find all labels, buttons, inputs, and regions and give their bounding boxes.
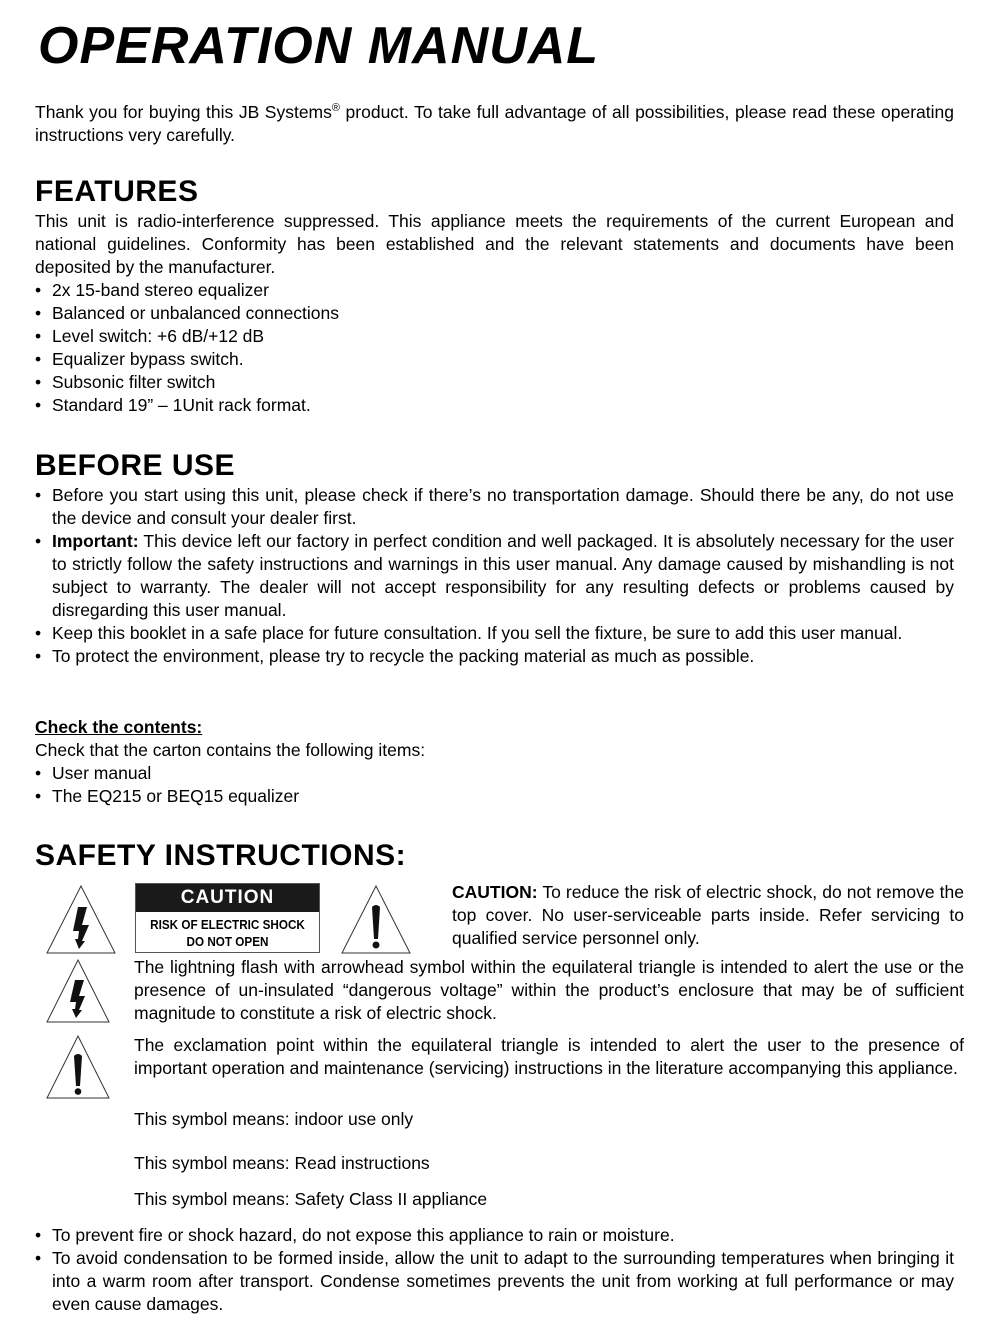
bullet-icon: •: [35, 280, 42, 300]
list-item-text: Standard 19” – 1Unit rack format.: [52, 395, 311, 415]
features-heading: FEATURES: [35, 175, 199, 208]
list-item: [35, 371, 954, 394]
caution-text: To reduce the risk of electric shock, do not remove the top cover. No user-serviceable parts inside. Refer servicing to qualified service personnel only.: [452, 882, 964, 948]
registered-mark: ®: [331, 102, 340, 115]
list-item: [35, 394, 954, 417]
list-item-text: To avoid condensation to be formed inside, allow the unit to adapt to the surrounding temperatures when bringing it into a warm room after transport. Condense sometimes prevents the unit from working at full performance or may even cause damages.: [52, 1248, 954, 1314]
list-item: [35, 484, 954, 530]
features-paragraph: This unit is radio-interference suppressed. This appliance meets the requirements of the current European and national guidelines. Conformity has been established and the relevant statements and documents have been deposited by the manufacturer.: [35, 211, 954, 277]
bullet-icon: •: [35, 303, 42, 323]
safety-heading: SAFETY INSTRUCTIONS:: [35, 839, 407, 872]
lightning-warning-icon: [45, 883, 117, 955]
bullet-icon: •: [35, 531, 42, 551]
list-item: [35, 645, 954, 668]
before-use-section: [35, 448, 954, 668]
lightning-description: The lightning flash with arrowhead symbol within the equilateral triangle is intended to alert the use or the presence of un-insulated “dangerous voltage” within the product’s enclosure that may be of sufficient magnitude to constitute a risk of electric shock.: [134, 957, 964, 1023]
list-item-text: Keep this booklet in a safe place for future consultation. If you sell the fixture, be sure to add this user manual.: [52, 623, 903, 643]
caution-label-bold: CAUTION:: [452, 882, 538, 902]
list-item: [35, 1247, 954, 1316]
features-section: [35, 174, 954, 417]
intro-text: Thank you for buying this JB Systems: [35, 102, 332, 122]
list-item: [35, 622, 954, 645]
page-title: OPERATION MANUAL: [38, 17, 600, 75]
bullet-icon: •: [35, 1225, 42, 1245]
safety-list-section: [35, 1224, 954, 1316]
bullet-icon: •: [35, 646, 42, 666]
before-use-heading: BEFORE USE: [35, 449, 236, 482]
exclamation-description: The exclamation point within the equilateral triangle is intended to alert the user to the presence of important operation and maintenance (servicing) instructions in the literature accompanying this appliance.: [134, 1035, 964, 1078]
list-item: [35, 279, 954, 302]
safety-list: [35, 1224, 954, 1316]
bullet-icon: •: [35, 623, 42, 643]
list-item-text: Balanced or unbalanced connections: [52, 303, 340, 323]
before-use-list: [35, 484, 954, 668]
bullet-icon: •: [35, 349, 42, 369]
bullet-icon: •: [35, 395, 42, 415]
caution-label-title: CAUTION: [136, 884, 319, 912]
caution-label-line1: RISK OF ELECTRIC SHOCK: [150, 917, 305, 932]
contents-heading: Check the contents:: [35, 717, 203, 737]
intro-text-cont: product. To take full advantage of all possibilities, please read these operating instructions very carefully.: [35, 102, 954, 145]
list-item: [35, 302, 954, 325]
list-item-text: User manual: [52, 763, 152, 783]
contents-list: [35, 762, 954, 808]
bullet-icon: •: [35, 1248, 42, 1268]
list-item-text: The EQ215 or BEQ15 equalizer: [52, 786, 300, 806]
lightning-warning-icon: [45, 958, 111, 1024]
list-item: [35, 762, 954, 785]
exclamation-warning-icon: [340, 883, 412, 955]
bullet-icon: •: [35, 372, 42, 392]
intro-paragraph: [35, 101, 954, 147]
list-item-text: Before you start using this unit, please check if there’s no transportation damage. Should there be any, do not use the device and consult your dealer first.: [52, 485, 954, 528]
list-item-text: To prevent fire or shock hazard, do not expose this appliance to rain or moisture.: [52, 1225, 675, 1245]
caution-label-line2: DO NOT OPEN: [186, 934, 269, 949]
contents-section: [35, 716, 954, 808]
contents-intro: Check that the carton contains the following items:: [35, 740, 426, 760]
list-item-text: Level switch: +6 dB/+12 dB: [52, 326, 265, 346]
symbol-indoor-use: This symbol means: indoor use only: [134, 1109, 414, 1129]
list-item-text: Equalizer bypass switch.: [52, 349, 244, 369]
list-item-text: 2x 15-band stereo equalizer: [52, 280, 269, 300]
caution-label: [135, 883, 320, 953]
list-item-text: To protect the environment, please try to recycle the packing material as much as possible.: [52, 646, 755, 666]
exclamation-warning-icon: [45, 1034, 111, 1100]
important-label: Important:: [52, 531, 139, 551]
list-item: [35, 785, 954, 808]
caution-notice: [452, 881, 964, 950]
symbol-read-instructions: This symbol means: Read instructions: [134, 1153, 430, 1173]
symbol-class-ii: This symbol means: Safety Class II appliance: [134, 1189, 488, 1209]
list-item: [35, 530, 954, 622]
list-item: [35, 348, 954, 371]
bullet-icon: •: [35, 485, 42, 505]
list-item-text: Subsonic filter switch: [52, 372, 216, 392]
list-item: [35, 1224, 954, 1247]
bullet-icon: •: [35, 786, 42, 806]
caution-symbols-row: [45, 881, 425, 956]
list-item: [35, 325, 954, 348]
bullet-icon: •: [35, 326, 42, 346]
bullet-icon: •: [35, 763, 42, 783]
features-list: [35, 279, 954, 417]
list-item-text: This device left our factory in perfect condition and well packaged. It is absolutely necessary for the user to strictly follow the safety instructions and warnings in this user manual. Any damage caused by mishandling is not subject to warranty. The dealer will not accept responsibility for any resulting defects or problems caused by disregarding this user manual.: [52, 531, 954, 620]
